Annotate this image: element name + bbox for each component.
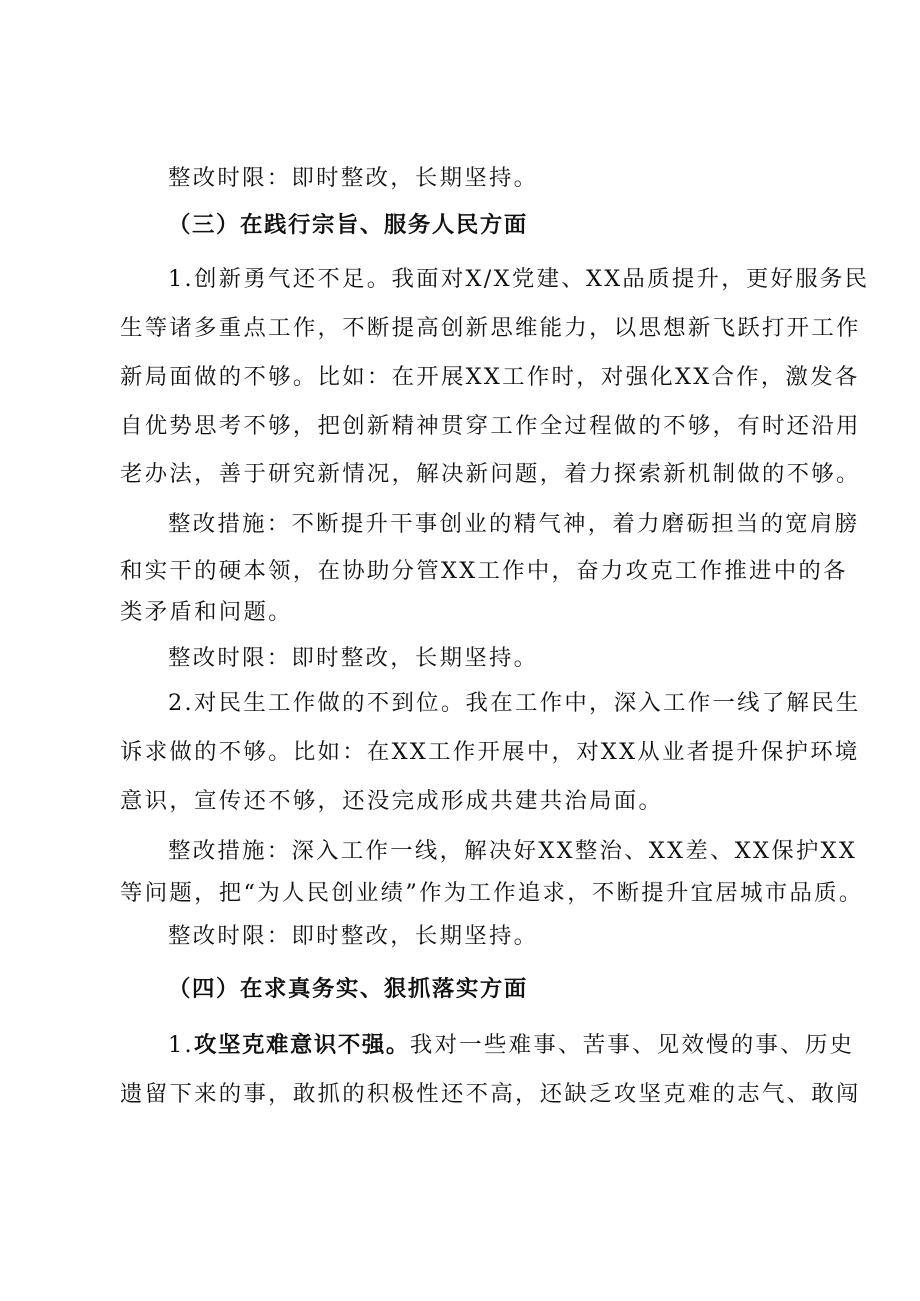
item-lead: 攻坚克难意识不强。	[193, 1032, 410, 1058]
paragraph-line: 2.对民生工作做的不到位。我在工作中，深入工作一线了解民生	[168, 690, 861, 716]
paragraph-line: 诉求做的不够。比如：在XX工作开展中，对XX从业者提升保护环境	[120, 739, 860, 765]
paragraph-line: 老办法，善于研究新情况，解决新问题，着力探索新机制做的不够。	[120, 461, 861, 487]
measures-line: 整改措施：不断提升干事创业的精气神，着力磨砺担当的宽肩膀	[168, 511, 860, 537]
paragraph-line: 新局面做的不够。比如：在开展XX工作时，对强化XX合作，激发各	[120, 364, 860, 390]
paragraph-line: 类矛盾和问题。	[120, 599, 293, 625]
paragraph-line: 和实干的硬本领，在协助分管XX工作中，奋力攻克工作推进中的各	[120, 558, 848, 584]
item-number: 1.	[168, 1032, 194, 1058]
paragraph-line: 自优势思考不够，把创新精神贯穿工作全过程做的不够，有时还沿用	[120, 413, 861, 439]
deadline-line-3: 整改时限：即时整改，长期坚持。	[168, 923, 539, 949]
measures-line: 整改措施：深入工作一线，解决好XX整治、XX差、XX保护XX	[168, 838, 858, 864]
item-text: 我对一些难事、苦事、见效慢的事、历史	[409, 1032, 855, 1058]
paragraph-line	[0, 1030, 920, 1060]
deadline-line-2: 整改时限：即时整改，长期坚持。	[168, 645, 539, 671]
paragraph-line: 等问题，把“为人民创业绩”作为工作追求，不断提升宜居城市品质。	[120, 880, 864, 906]
section-heading-4: （四）在求真务实、狠抓落实方面	[168, 976, 528, 1002]
section-heading-3: （三）在践行宗旨、服务人民方面	[168, 212, 528, 238]
paragraph-line: 生等诸多重点工作，不断提高创新思维能力，以思想新飞跃打开工作	[120, 315, 861, 341]
paragraph-line: 意识，宣传还不够，还没完成形成共建共治局面。	[120, 788, 664, 814]
deadline-line-1: 整改时限：即时整改，长期坚持。	[168, 165, 539, 191]
paragraph-line: 遗留下来的事，敢抓的积极性还不高，还缺乏攻坚克难的志气、敢闯	[120, 1081, 861, 1107]
paragraph-line: 1.创新勇气还不足。我面对X/X党建、XX品质提升，更好服务民	[168, 266, 870, 292]
